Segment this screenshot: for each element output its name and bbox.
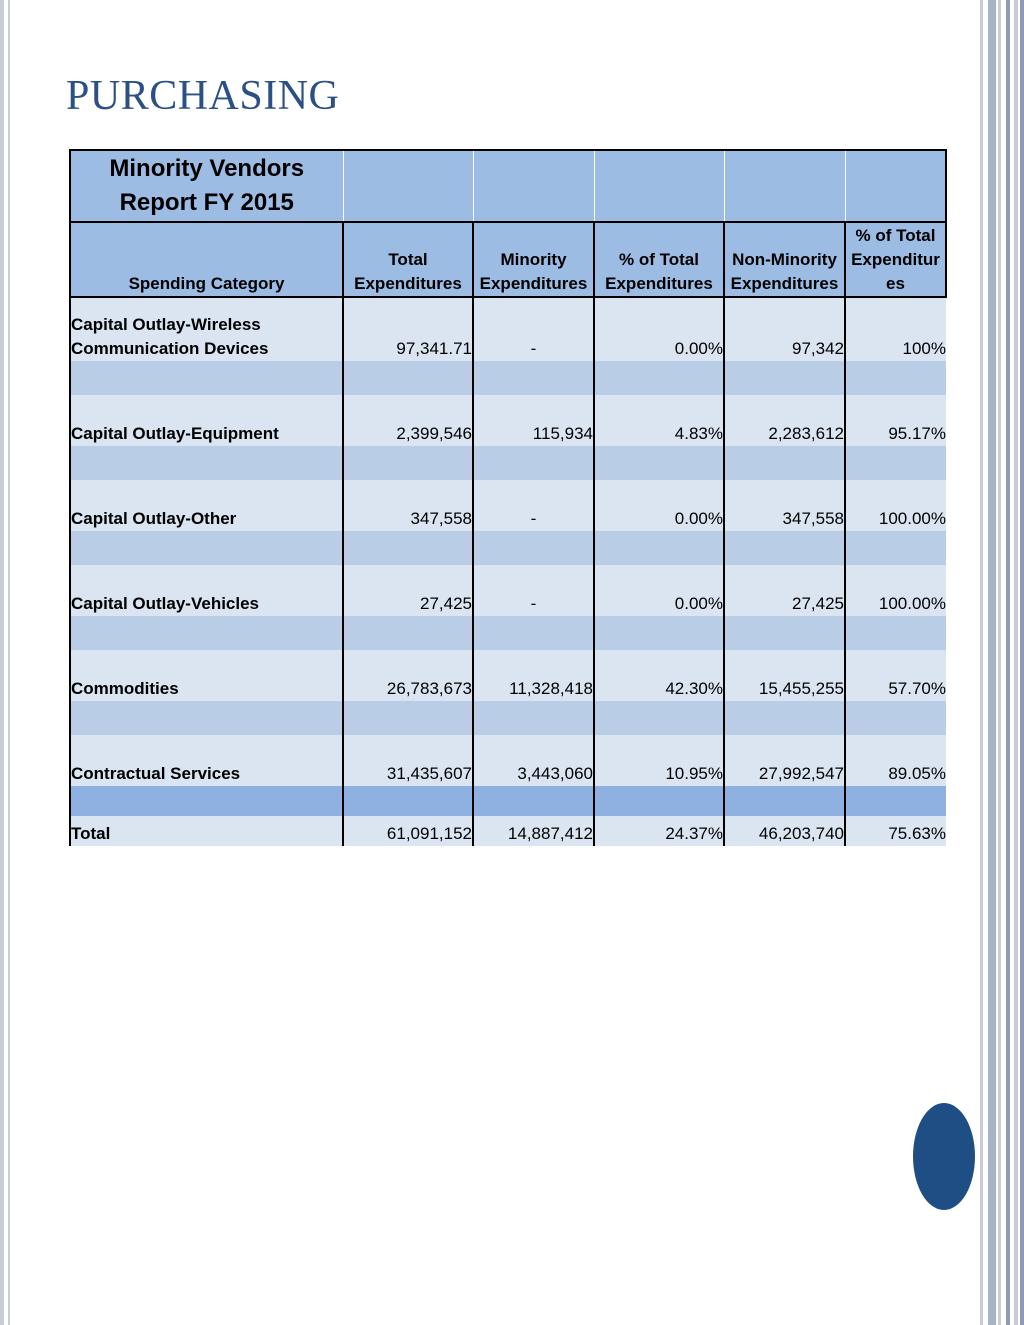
total-label-cell: Total xyxy=(70,816,343,846)
column-header-spending-category: Spending Category xyxy=(70,222,343,297)
table-row xyxy=(70,297,946,361)
column-header-pct-of-total-expenditures: % of Total Expenditur es xyxy=(845,222,946,297)
non-minority-expenditures-cell: 27,992,547 xyxy=(724,735,845,786)
right-border-stripe xyxy=(1014,0,1018,1325)
column-header-non-minority-expenditures: Non-Minority Expenditures xyxy=(724,222,845,297)
pct-non-minority-cell: 100.00% xyxy=(845,565,946,616)
table-row xyxy=(70,650,946,701)
table-title-row xyxy=(70,150,946,222)
right-border-stripe xyxy=(998,0,1001,1325)
spending-category-cell: Commodities xyxy=(70,650,343,701)
pct-minority-cell: 0.00% xyxy=(594,297,724,361)
minority-vendors-table xyxy=(69,149,947,846)
table-title-cell xyxy=(70,150,343,222)
non-minority-expenditures-cell: 27,425 xyxy=(724,565,845,616)
total-expenditures-cell: 26,783,673 xyxy=(343,650,473,701)
total-expenditures-cell: 31,435,607 xyxy=(343,735,473,786)
total-expenditures-cell: 97,341.71 xyxy=(343,297,473,361)
non-minority-expenditures-cell: 46,203,740 xyxy=(724,816,845,846)
decorative-oval xyxy=(913,1103,975,1210)
non-minority-expenditures-cell: 97,342 xyxy=(724,297,845,361)
table-row xyxy=(70,565,946,616)
spacer-row xyxy=(70,446,946,480)
table-row xyxy=(70,395,946,446)
minority-expenditures-cell: - xyxy=(473,297,594,361)
spending-category-cell: Contractual Services xyxy=(70,735,343,786)
spending-category-cell: Capital Outlay-Vehicles xyxy=(70,565,343,616)
pct-non-minority-cell: 57.70% xyxy=(845,650,946,701)
table-row xyxy=(70,735,946,786)
pct-minority-cell: 42.30% xyxy=(594,650,724,701)
header-blank-cell xyxy=(473,150,594,222)
spacer-row xyxy=(70,786,946,816)
right-border-stripe xyxy=(988,0,996,1325)
pct-non-minority-cell: 89.05% xyxy=(845,735,946,786)
header-blank-cell xyxy=(724,150,845,222)
right-border-stripe xyxy=(1006,0,1010,1325)
pct-minority-cell: 10.95% xyxy=(594,735,724,786)
column-header-row xyxy=(70,222,946,297)
spending-category-cell: Capital Outlay-Wireless Communication Devices xyxy=(70,297,343,361)
spacer-row xyxy=(70,531,946,565)
page-title: PURCHASING xyxy=(66,73,340,119)
header-blank-cell xyxy=(594,150,724,222)
right-border-stripe xyxy=(980,0,983,1325)
pct-non-minority-cell: 95.17% xyxy=(845,395,946,446)
pct-non-minority-cell: 100.00% xyxy=(845,480,946,531)
total-expenditures-cell: 27,425 xyxy=(343,565,473,616)
pct-minority-cell: 0.00% xyxy=(594,565,724,616)
spacer-row xyxy=(70,361,946,395)
minority-expenditures-cell: 3,443,060 xyxy=(473,735,594,786)
non-minority-expenditures-cell: 347,558 xyxy=(724,480,845,531)
column-header-minority-expenditures: Minority Expenditures xyxy=(473,222,594,297)
total-expenditures-cell: 347,558 xyxy=(343,480,473,531)
spacer-row xyxy=(70,616,946,650)
column-header-pct-of-total: % of Total Expenditures xyxy=(594,222,724,297)
spacer-row xyxy=(70,701,946,735)
total-expenditures-cell: 2,399,546 xyxy=(343,395,473,446)
minority-expenditures-cell: - xyxy=(473,565,594,616)
pct-minority-cell: 24.37% xyxy=(594,816,724,846)
pct-minority-cell: 0.00% xyxy=(594,480,724,531)
pct-non-minority-cell: 75.63% xyxy=(845,816,946,846)
pct-non-minority-cell: 100% xyxy=(845,297,946,361)
table-title: Minority Vendors Report FY 2015 xyxy=(109,155,305,216)
header-blank-cell xyxy=(845,150,946,222)
pct-minority-cell: 4.83% xyxy=(594,395,724,446)
non-minority-expenditures-cell: 2,283,612 xyxy=(724,395,845,446)
minority-expenditures-cell: - xyxy=(473,480,594,531)
table-row xyxy=(70,480,946,531)
column-header-total-expenditures: Total Expenditures xyxy=(343,222,473,297)
left-border-stripe xyxy=(0,0,4,1325)
left-border-stripe xyxy=(8,0,10,1325)
spending-category-cell: Capital Outlay-Equipment xyxy=(70,395,343,446)
minority-expenditures-cell: 14,887,412 xyxy=(473,816,594,846)
spending-category-cell: Capital Outlay-Other xyxy=(70,480,343,531)
right-border-stripe xyxy=(1020,0,1024,1325)
total-expenditures-cell: 61,091,152 xyxy=(343,816,473,846)
minority-expenditures-cell: 115,934 xyxy=(473,395,594,446)
non-minority-expenditures-cell: 15,455,255 xyxy=(724,650,845,701)
minority-expenditures-cell: 11,328,418 xyxy=(473,650,594,701)
header-blank-cell xyxy=(343,150,473,222)
total-row xyxy=(70,816,946,846)
